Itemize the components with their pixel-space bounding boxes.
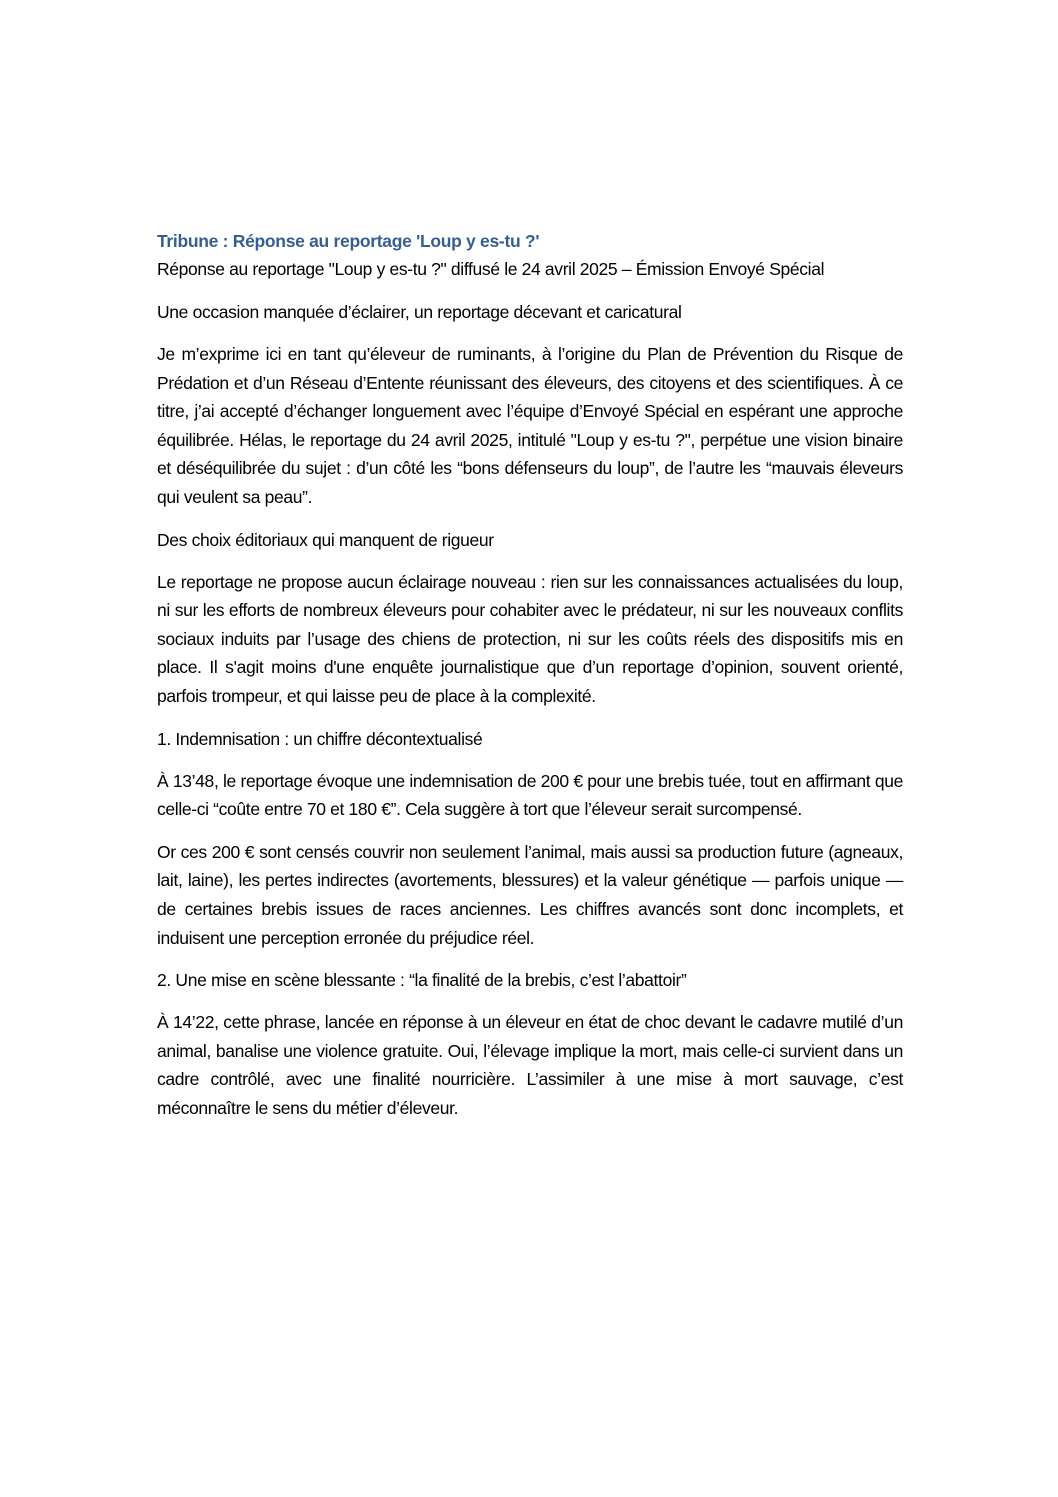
section-heading-indemnisation: 1. Indemnisation : un chiffre décontextualisé xyxy=(157,728,483,749)
document-title: Tribune : Réponse au reportage 'Loup y es-tu ?' xyxy=(157,231,540,251)
section-heading-intro: Une occasion manquée d’éclairer, un reportage décevant et caricatural xyxy=(157,302,682,322)
document-subtitle: Réponse au reportage "Loup y es-tu ?" diffusé le 24 avril 2025 – Émission Envoyé Spécial xyxy=(157,259,825,279)
paragraph-indemnisation-2: Or ces 200 € sont censés couvrir non seulement l’animal, mais aussi sa production future (agneaux, lait, laine), les pertes indirectes (avortements, blessures) et la valeur génétique — parfois unique — de certaines brebis issues de races anciennes. Les chiffres avancés sont donc incomplets, et induisent une perception erronée du préjudice réel. xyxy=(157,841,903,948)
paragraph-indemnisation-1: À 13’48, le reportage évoque une indemnisation de 200 € pour une brebis tuée, tout en affirmant que celle-ci “coûte entre 70 et 180 €”. Cela suggère à tort que l’éleveur serait surcompensé. xyxy=(157,770,903,820)
paragraph-mise-en-scene: À 14’22, cette phrase, lancée en réponse à un éleveur en état de choc devant le cadavre mutilé d’un animal, banalise une violence gratuite. Oui, l’élevage implique la mort, mais celle-ci survient dans un cadre contrôlé, avec une finalité nourricière. L’assimiler à une mise à mort sauvage, c’est méconnaître le sens du métier d’éleveur. xyxy=(157,1012,903,1118)
paragraph-editorial-choices: Le reportage ne propose aucun éclairage nouveau : rien sur les connaissances actualisées du loup, ni sur les efforts de nombreux éleveurs pour cohabiter avec le prédateur, ni sur les nouveaux conflits sociaux induits par l’usage des chiens de protection, ni sur les coûts réels des dispositifs mis en place. Il s'agit moins d'une enquête journalistique que d’un reportage d’opinion, souvent orienté, parfois trompeur, et qui laisse peu de place à la complexité. xyxy=(157,571,903,706)
section-heading-mise-en-scene: 2. Une mise en scène blessante : “la finalité de la brebis, c’est l’abattoir” xyxy=(157,970,687,991)
section-heading-editorial-choices: Des choix éditoriaux qui manquent de rigueur xyxy=(157,529,494,550)
document-body xyxy=(157,228,903,1122)
paragraph-intro: Je m’exprime ici en tant qu’éleveur de ruminants, à l’origine du Plan de Prévention du Risque de Prédation et d’un Réseau d’Entente réunissant des éleveurs, des citoyens et des scientifiques. À ce titre, j’ai accepté d’échanger longuement avec l’équipe d’Envoyé Spécial en espérant une approche équilibrée. Hélas, le reportage du 24 avril 2025, intitulé "Loup y es-tu ?", perpétue une vision binaire et déséquilibrée du sujet : d’un côté les “bons défenseurs du loup”, de l’autre les “mauvais éleveurs qui veulent sa peau”. xyxy=(157,344,903,507)
